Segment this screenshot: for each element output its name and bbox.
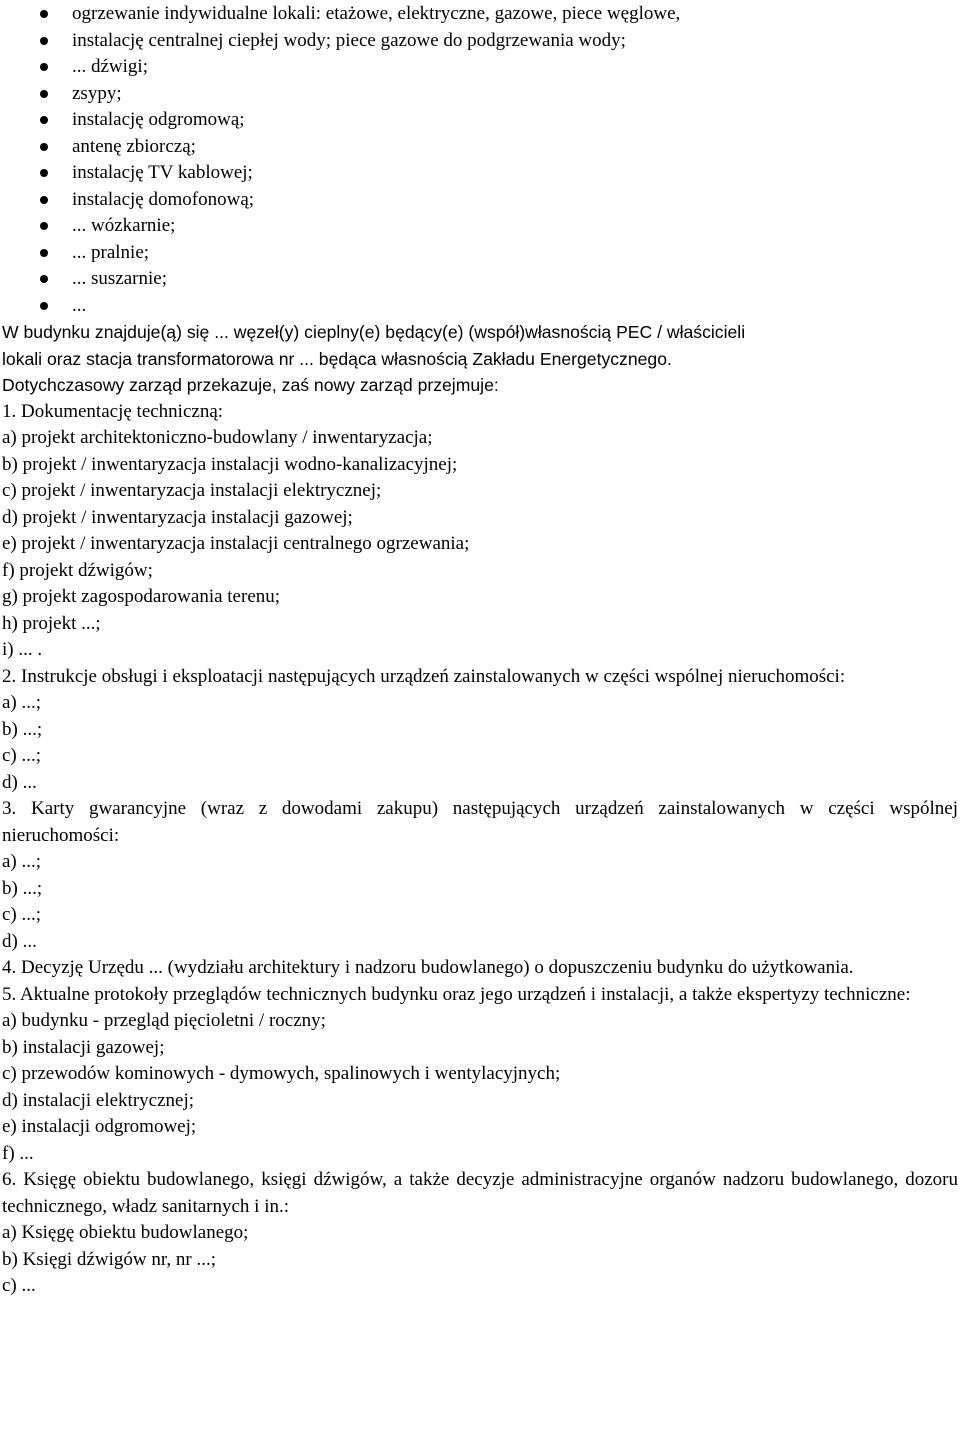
section-list-item: d) projekt / inwentaryzacja instalacji gazowej; bbox=[2, 506, 353, 528]
bullet-dot-icon bbox=[40, 143, 48, 151]
section-list-item: a) budynku - przegląd pięcioletni / roczny; bbox=[2, 1010, 326, 1031]
section-6 bbox=[2, 1167, 958, 1300]
intro-line: lokali oraz stacja transformatorowa nr ... będąca własnością Zakładu Energetycznego. bbox=[2, 348, 672, 369]
section-list-item: b) ...; bbox=[2, 718, 43, 740]
section-list-item: b) ...; bbox=[2, 877, 43, 899]
bullet-dot-icon bbox=[40, 196, 48, 204]
bullet-item: ... pralnie; bbox=[2, 240, 958, 267]
section-list-item: d) ... bbox=[2, 930, 37, 952]
bullet-dot-icon bbox=[40, 90, 48, 98]
section-list-item: h) projekt ...; bbox=[2, 612, 101, 634]
bullet-dot-icon bbox=[40, 275, 48, 283]
section-list-item: d) instalacji elektrycznej; bbox=[2, 1089, 195, 1111]
section-list-item: g) projekt zagospodarowania terenu; bbox=[2, 586, 281, 607]
section-list-item: b) instalacji gazowej; bbox=[2, 1036, 165, 1058]
bullet-item: ... wózkarnie; bbox=[2, 213, 958, 240]
section-list-item: b) projekt / inwentaryzacja instalacji wodno-kanalizacyjnej; bbox=[2, 453, 458, 475]
bullet-dot-icon bbox=[40, 116, 48, 124]
section-list-item: f) ... bbox=[2, 1142, 34, 1164]
bullet-item: ... suszarnie; bbox=[2, 266, 958, 293]
bullet-item: zsypy; bbox=[2, 81, 958, 108]
bullet-item: instalację domofonową; bbox=[2, 187, 958, 214]
section-heading: 6. Księgę obiektu budowlanego, księgi dźwigów, a także decyzje administracyjne organów nadzoru budowlanego, dozoru technicznego, władz sanitarnych i in.: bbox=[2, 1169, 958, 1217]
section-list-item: f) projekt dźwigów; bbox=[2, 559, 153, 581]
bullet-item: ogrzewanie indywidualne lokali: etażowe, elektryczne, gazowe, piece węglowe, bbox=[2, 1, 958, 28]
bullet-dot-icon bbox=[40, 169, 48, 177]
section-heading: 3. Karty gwarancyjne (wraz z dowodami zakupu) następujących urządzeń zainstalowanych w części wspólnej nieruchomości: bbox=[2, 798, 958, 846]
bullet-item: instalację TV kablowej; bbox=[2, 160, 958, 187]
section-1 bbox=[2, 399, 958, 664]
bullet-item: ... dźwigi; bbox=[2, 54, 958, 81]
section-list-item: a) projekt architektoniczno-budowlany / inwentaryzacja; bbox=[2, 427, 433, 448]
section-heading: 4. Decyzję Urzędu ... (wydziału architektury i nadzoru budowlanego) o dopuszczeniu budynku do użytkowania. bbox=[2, 957, 854, 978]
bullet-dot-icon bbox=[40, 37, 48, 45]
intro-block bbox=[2, 319, 958, 399]
sections-container bbox=[2, 399, 958, 1300]
section-list-item: i) ... . bbox=[2, 639, 43, 660]
section-heading: 1. Dokumentację techniczną: bbox=[2, 400, 224, 422]
bullet-dot-icon bbox=[40, 302, 48, 310]
bullet-item: ... bbox=[2, 293, 958, 320]
equipment-bullet-list bbox=[2, 0, 958, 319]
section-list-item: d) ... bbox=[2, 771, 37, 793]
section-list-item: b) Księgi dźwigów nr, nr ...; bbox=[2, 1248, 217, 1270]
section-heading: 5. Aktualne protokoły przeglądów technicznych budynku oraz jego urządzeń i instalacji, a także ekspertyzy techniczne: bbox=[2, 983, 911, 1005]
section-2 bbox=[2, 664, 958, 797]
section-list-item: c) ...; bbox=[2, 904, 42, 925]
section-list-item: e) instalacji odgromowej; bbox=[2, 1116, 197, 1137]
bullet-item: instalację odgromową; bbox=[2, 107, 958, 134]
section-list-item: c) ... bbox=[2, 1275, 36, 1296]
section-list-item: a) ...; bbox=[2, 692, 42, 713]
section-list-item: e) projekt / inwentaryzacja instalacji centralnego ogrzewania; bbox=[2, 533, 470, 554]
intro-line: W budynku znajduje(ą) się ... węzeł(y) cieplny(e) będący(e) (współ)własnością PEC / właścicieli bbox=[2, 322, 746, 342]
section-list-item: a) ...; bbox=[2, 851, 42, 872]
section-list-item: c) projekt / inwentaryzacja instalacji elektrycznej; bbox=[2, 480, 382, 501]
bullet-dot-icon bbox=[40, 222, 48, 230]
bullet-item: antenę zbiorczą; bbox=[2, 134, 958, 161]
bullet-item: instalację centralnej ciepłej wody; piece gazowe do podgrzewania wody; bbox=[2, 28, 958, 55]
bullet-dot-icon bbox=[40, 10, 48, 18]
bullet-dot-icon bbox=[40, 63, 48, 71]
section-4 bbox=[2, 955, 958, 982]
section-5 bbox=[2, 982, 958, 1168]
section-list-item: c) przewodów kominowych - dymowych, spalinowych i wentylacyjnych; bbox=[2, 1063, 561, 1084]
section-list-item: c) ...; bbox=[2, 745, 42, 766]
section-list-item: a) Księgę obiektu budowlanego; bbox=[2, 1222, 249, 1243]
bullet-dot-icon bbox=[40, 249, 48, 257]
section-heading: 2. Instrukcje obsługi i eksploatacji następujących urządzeń zainstalowanych w części wspólnej nieruchomości: bbox=[2, 665, 846, 687]
intro-line: Dotychczasowy zarząd przekazuje, zaś nowy zarząd przejmuje: bbox=[2, 375, 499, 395]
section-3 bbox=[2, 796, 958, 955]
